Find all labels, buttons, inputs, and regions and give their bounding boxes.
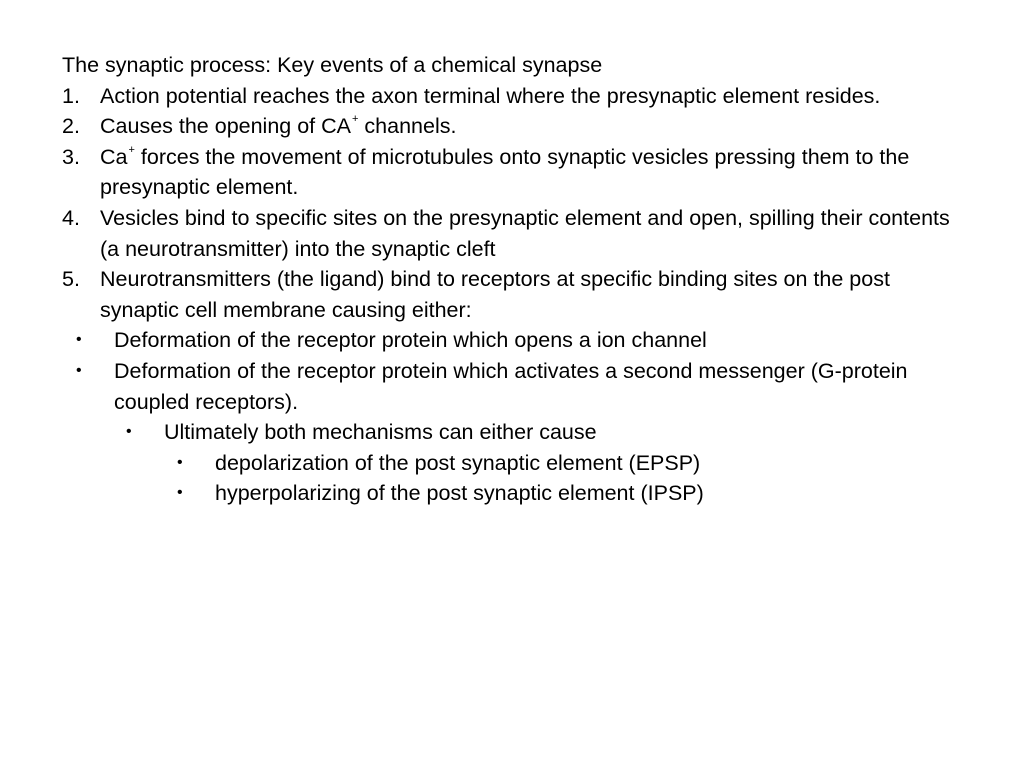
bullet-icon: •: [76, 361, 82, 379]
mechanism-text: Deformation of the receptor protein which activates a second messenger (G-protein coupled receptors).: [114, 358, 908, 414]
slide-content: [62, 50, 962, 509]
step-item: [62, 81, 962, 112]
effect-item: [177, 478, 962, 509]
superscript-plus: +: [128, 143, 135, 156]
step-number: 3.: [62, 144, 80, 169]
step-number: 2.: [62, 114, 80, 139]
step-item: [62, 264, 962, 325]
step-number: 5.: [62, 267, 80, 292]
slide-title: The synaptic process: Key events of a chemical synapse: [62, 53, 603, 77]
mechanism-item: [76, 325, 962, 356]
step-text: Vesicles bind to specific sites on the presynaptic element and open, spilling their contents (a neurotransmitter) into the synaptic cleft: [100, 205, 950, 261]
effect-item: [177, 448, 962, 479]
step-text-post: forces the movement of microtubules onto synaptic vesicles pressing them to the presynaptic element.: [100, 144, 910, 200]
bullet-icon: •: [177, 484, 183, 502]
step-item: [62, 111, 962, 142]
effect-text: depolarization of the post synaptic element (EPSP): [215, 450, 701, 475]
effect-list: [177, 448, 962, 509]
step-text-post: channels.: [358, 114, 457, 139]
steps-list: [62, 81, 962, 326]
step-number: 1.: [62, 83, 80, 108]
step-item: [62, 203, 962, 264]
step-text-pre: Causes the opening of CA: [100, 114, 351, 139]
step-number: 4.: [62, 205, 80, 230]
bullet-icon: •: [177, 453, 183, 471]
bullet-icon: •: [76, 331, 82, 349]
mechanism-text: Deformation of the receptor protein which opens a ion channel: [114, 328, 707, 353]
mechanism-list: [76, 325, 962, 509]
outcome-list: [126, 417, 962, 509]
bullet-icon: •: [126, 423, 132, 441]
mechanism-item: [76, 356, 962, 509]
effect-text: hyperpolarizing of the post synaptic element (IPSP): [215, 481, 704, 506]
step-text-pre: Ca: [100, 144, 128, 169]
step-text: Action potential reaches the axon terminal where the presynaptic element resides.: [100, 83, 881, 108]
superscript-plus: +: [352, 113, 359, 126]
step-text: Neurotransmitters (the ligand) bind to receptors at specific binding sites on the post synaptic cell membrane causing either:: [100, 267, 890, 322]
outcome-text: Ultimately both mechanisms can either cause: [164, 420, 597, 445]
step-item: [62, 142, 962, 203]
outcome-item: [126, 417, 962, 509]
